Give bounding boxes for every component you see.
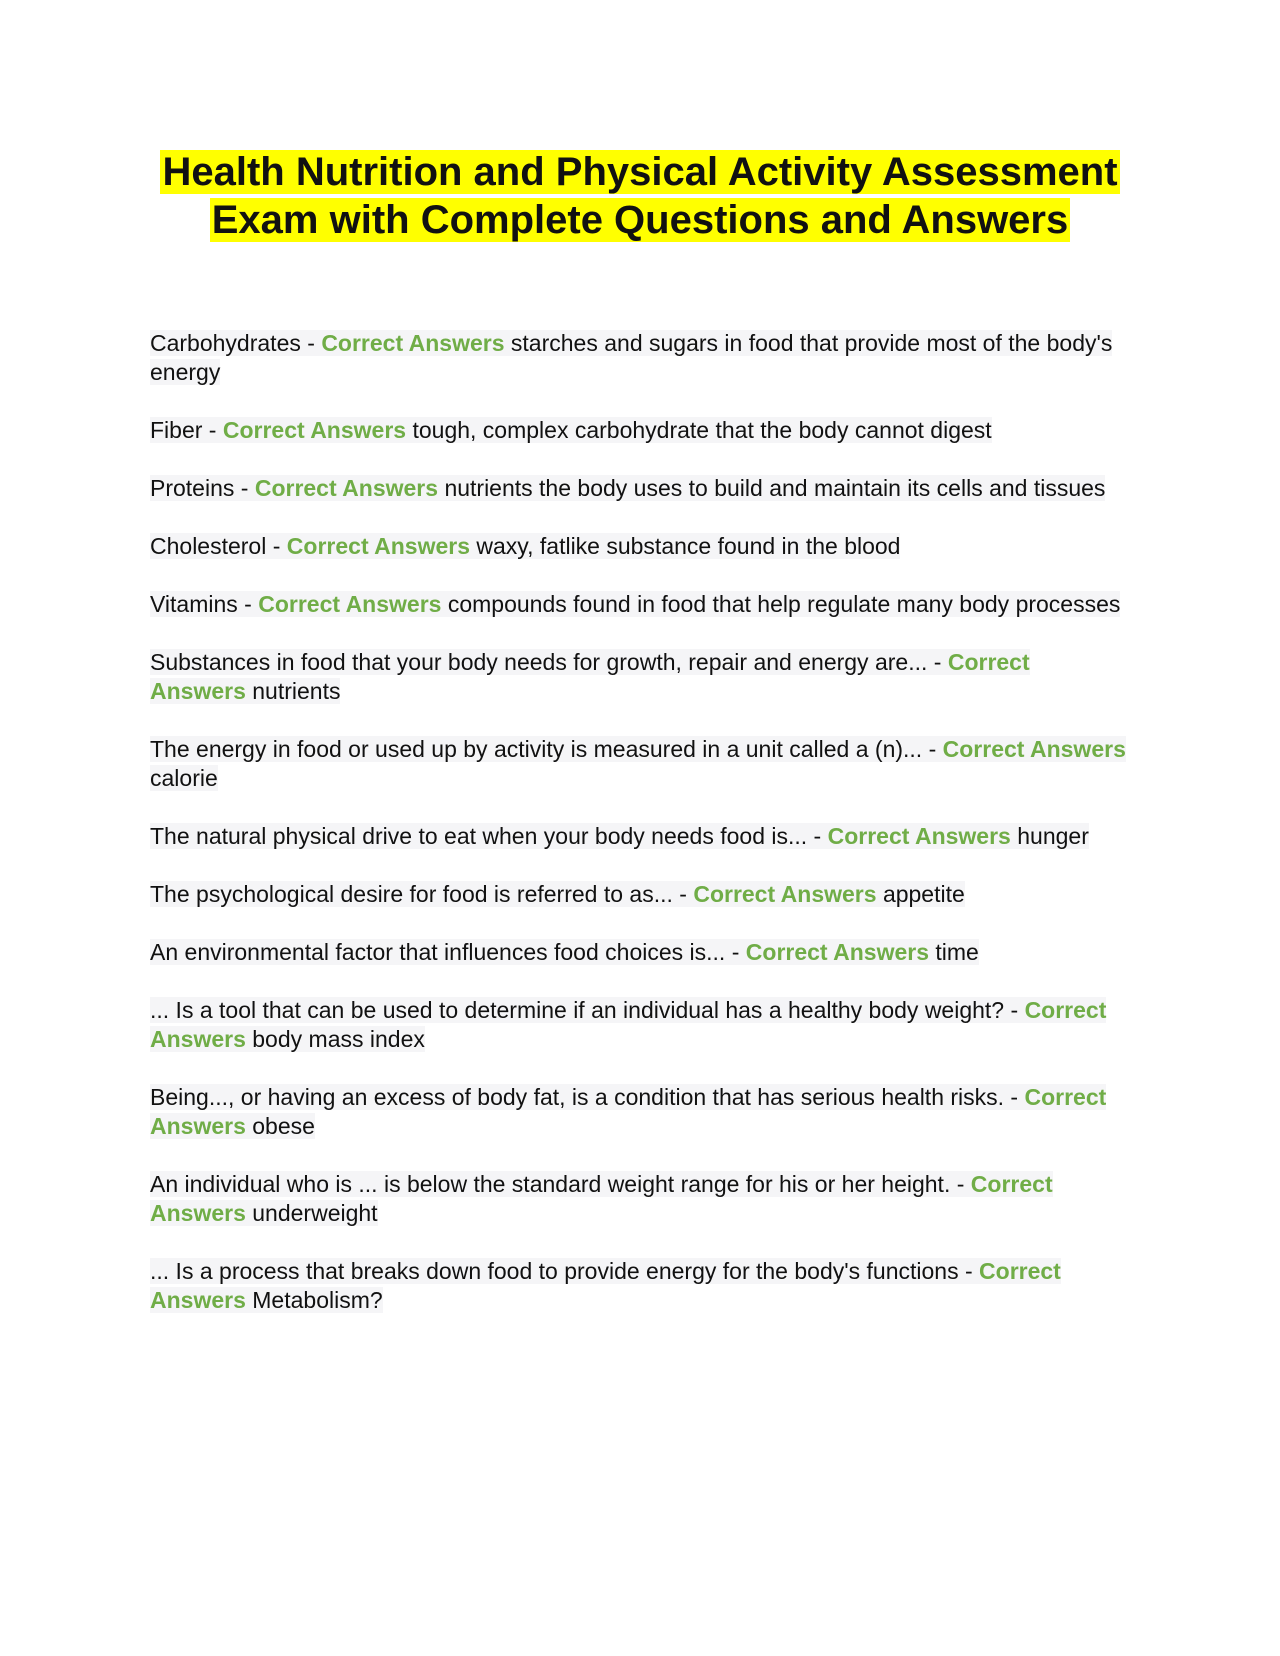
correct-answers-label: Correct Answers	[222, 417, 407, 443]
qa-separator: -	[958, 1258, 980, 1284]
qa-separator: -	[672, 881, 694, 907]
qa-item-highlight	[150, 1258, 1061, 1313]
qa-item-highlight	[150, 997, 1106, 1052]
qa-item-highlight	[150, 736, 1126, 791]
qa-item	[150, 1170, 1130, 1228]
qa-answer: hunger	[1017, 823, 1089, 849]
qa-item-highlight	[150, 823, 1089, 849]
qa-item	[150, 648, 1130, 706]
correct-answers-label: Correct Answers	[150, 1171, 1053, 1226]
qa-item-highlight	[150, 417, 992, 443]
qa-separator: -	[1004, 1084, 1025, 1110]
correct-answers-label: Correct Answers	[321, 330, 505, 356]
qa-answer: tough, complex carbohydrate that the body cannot digest	[412, 417, 992, 443]
qa-term: ... Is a tool that can be used to determine if an individual has a healthy body weight?	[150, 997, 1005, 1023]
qa-item-highlight	[150, 649, 1030, 704]
qa-separator: -	[300, 330, 322, 356]
qa-item	[150, 938, 1130, 967]
qa-answer: appetite	[882, 881, 965, 907]
qa-answer: compounds found in food that help regulate many body processes	[447, 591, 1121, 617]
qa-term: The energy in food or used up by activity is measured in a unit called a (n)...	[150, 736, 923, 762]
correct-answers-label: Correct Answers	[745, 939, 929, 965]
document-page	[150, 148, 1130, 1344]
qa-term: Substances in food that your body needs for growth, repair and energy are...	[150, 649, 928, 675]
qa-item	[150, 1257, 1130, 1315]
correct-answers-label: Correct Answers	[150, 997, 1107, 1052]
qa-answer: nutrients	[252, 678, 341, 704]
correct-answers-label: Correct Answers	[693, 881, 877, 907]
qa-separator: -	[922, 736, 943, 762]
document-title-text: Health Nutrition and Physical Activity Assessment Exam with Complete Questions and Answers	[162, 150, 1118, 242]
qa-item	[150, 329, 1130, 387]
qa-item-highlight	[150, 591, 1120, 617]
qa-answer: obese	[252, 1113, 315, 1139]
qa-item-highlight	[150, 330, 1112, 385]
qa-term: The natural physical drive to eat when your body needs food is...	[150, 823, 808, 849]
qa-term: Carbohydrates	[150, 330, 301, 356]
qa-item	[150, 474, 1130, 503]
qa-term: Proteins	[150, 475, 235, 501]
qa-item-highlight	[150, 939, 979, 965]
qa-item-highlight	[150, 1171, 1053, 1226]
qa-separator: -	[725, 939, 746, 965]
correct-answers-label: Correct Answers	[942, 736, 1126, 762]
qa-answer: calorie	[150, 765, 218, 791]
correct-answers-label: Correct Answers	[150, 1084, 1107, 1139]
qa-answer: nutrients the body uses to build and maintain its cells and tissues	[444, 475, 1106, 501]
qa-item	[150, 880, 1130, 909]
qa-item-highlight	[150, 1084, 1106, 1139]
qa-item	[150, 822, 1130, 851]
qa-item	[150, 735, 1130, 793]
qa-term: An environmental factor that influences food choices is...	[150, 939, 726, 965]
qa-item-highlight	[150, 881, 965, 907]
qa-term: The psychological desire for food is referred to as...	[150, 881, 673, 907]
correct-answers-label: Correct Answers	[254, 475, 439, 501]
qa-separator: -	[1004, 997, 1025, 1023]
qa-term: ... Is a process that breaks down food to provide energy for the body's functions	[150, 1258, 959, 1284]
qa-separator: -	[234, 475, 255, 501]
qa-answer: starches and sugars in food that provide most of the body's energy	[150, 330, 1113, 385]
correct-answers-label: Correct Answers	[150, 649, 1030, 704]
qa-list	[150, 329, 1130, 1315]
qa-separator: -	[950, 1171, 971, 1197]
correct-answers-label: Correct Answers	[150, 1258, 1061, 1313]
document-title	[150, 148, 1130, 244]
qa-item	[150, 1083, 1130, 1141]
qa-separator: -	[202, 417, 223, 443]
qa-term: Fiber	[150, 417, 203, 443]
qa-answer: underweight	[252, 1200, 378, 1226]
qa-answer: body mass index	[252, 1026, 425, 1052]
qa-item	[150, 590, 1130, 619]
qa-separator: -	[927, 649, 948, 675]
qa-term: Cholesterol	[150, 533, 267, 559]
qa-term: Being..., or having an excess of body fat, is a condition that has serious health risks.	[150, 1084, 1005, 1110]
qa-separator: -	[266, 533, 287, 559]
qa-term: Vitamins	[150, 591, 238, 617]
qa-item-highlight	[150, 533, 900, 559]
qa-answer: Metabolism?	[252, 1287, 383, 1313]
qa-item	[150, 416, 1130, 445]
qa-separator: -	[237, 591, 259, 617]
qa-item-highlight	[150, 475, 1105, 501]
qa-item	[150, 532, 1130, 561]
correct-answers-label: Correct Answers	[827, 823, 1011, 849]
correct-answers-label: Correct Answers	[286, 533, 471, 559]
correct-answers-label: Correct Answers	[258, 591, 442, 617]
qa-answer: waxy, fatlike substance found in the blood	[476, 533, 901, 559]
qa-separator: -	[807, 823, 828, 849]
qa-item	[150, 996, 1130, 1054]
qa-term: An individual who is ... is below the standard weight range for his or her height.	[150, 1171, 951, 1197]
qa-answer: time	[935, 939, 979, 965]
